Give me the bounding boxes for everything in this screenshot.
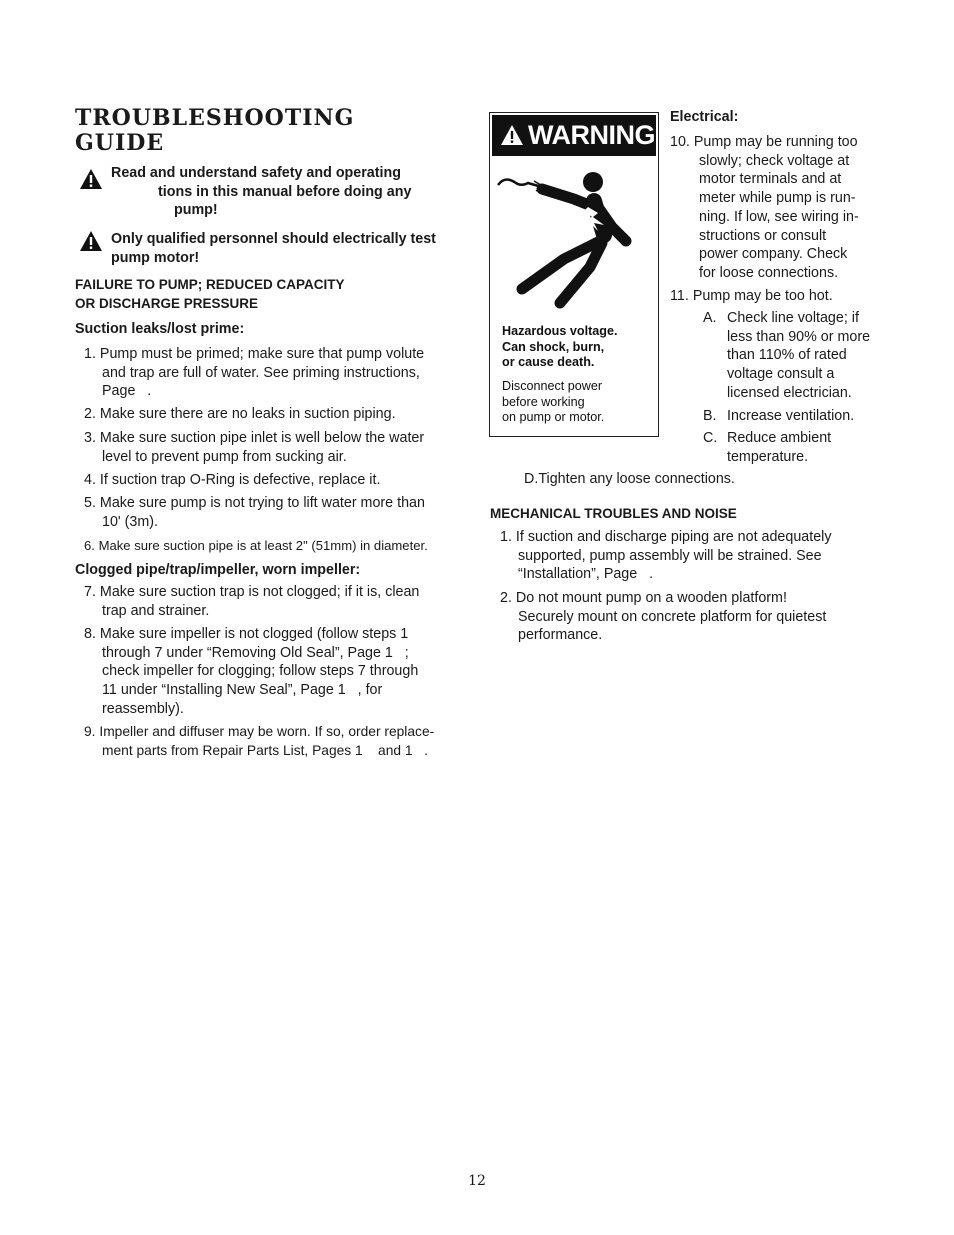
notice-qualified-line-1: Only qualified personnel should electrically test bbox=[111, 231, 436, 247]
item-text: Make sure pump is not trying to lift water more than bbox=[99, 495, 425, 511]
warning-action-line: Disconnect power bbox=[502, 379, 603, 393]
item-text: Increase ventilation. bbox=[727, 408, 855, 424]
item-text: Securely mount on concrete platform for quietest bbox=[518, 608, 827, 625]
warning-triangle-icon bbox=[79, 168, 103, 190]
item-text: Make sure suction pipe is at least 2" (51mm) in diameter. bbox=[98, 538, 428, 553]
list-item bbox=[84, 723, 469, 760]
notice-safety-line-1: Read and understand safety and operating bbox=[111, 165, 401, 181]
item-text: power company. Check bbox=[699, 246, 848, 263]
sub-letter: D. bbox=[524, 471, 539, 487]
notice-safety-line-3: pump! bbox=[174, 202, 218, 219]
sub-item bbox=[703, 429, 903, 466]
warning-triangle-icon bbox=[79, 230, 103, 252]
item-text: motor terminals and at bbox=[699, 171, 842, 188]
item-number: 7. bbox=[84, 584, 96, 600]
warning-hazard-line: Hazardous voltage. bbox=[502, 324, 618, 338]
item-text: and trap are full of water. See priming instructions, bbox=[102, 364, 420, 381]
item-number: 6. bbox=[84, 538, 95, 553]
list-item bbox=[84, 537, 469, 556]
mechanical-heading: MECHANICAL TROUBLES AND NOISE bbox=[490, 506, 737, 521]
item-text: Page . bbox=[102, 383, 152, 400]
list-item bbox=[84, 345, 464, 401]
warning-action-text bbox=[502, 379, 604, 426]
notice-qualified bbox=[111, 230, 436, 267]
sub-item bbox=[703, 407, 903, 426]
item-text: Make sure suction pipe inlet is well below the water bbox=[99, 430, 425, 446]
title-line-2: GUIDE bbox=[75, 130, 165, 156]
page-number: 12 bbox=[468, 1173, 486, 1189]
item-text: supported, pump assembly will be strained. See bbox=[518, 547, 822, 564]
page-title bbox=[75, 106, 354, 156]
item-text: than 110% of rated bbox=[727, 347, 847, 364]
suction-heading: Suction leaks/lost prime: bbox=[75, 321, 245, 337]
item-text: less than 90% or more bbox=[727, 328, 871, 345]
item-number: 11. bbox=[670, 288, 689, 304]
list-item bbox=[670, 287, 910, 306]
sub-letter: B. bbox=[703, 408, 717, 424]
item-text: Make sure there are no leaks in suction piping. bbox=[99, 406, 396, 422]
item-text: If suction and discharge piping are not adequately bbox=[515, 529, 832, 545]
item-text: check impeller for clogging; follow steps 7 through bbox=[102, 663, 419, 680]
item-text: trap and strainer. bbox=[102, 602, 210, 619]
list-item bbox=[84, 429, 464, 466]
item-text: level to prevent pump from sucking air. bbox=[102, 448, 347, 465]
item-text: “Installation”, Page . bbox=[518, 566, 654, 583]
item-text: Pump may be running too bbox=[693, 134, 858, 150]
warning-hazard-line: or cause death. bbox=[502, 355, 595, 370]
item-text: Do not mount pump on a wooden platform! bbox=[515, 590, 787, 606]
item-number: 9. bbox=[84, 724, 96, 739]
section-heading-line-2: OR DISCHARGE PRESSURE bbox=[75, 295, 259, 311]
section-heading-line-1: FAILURE TO PUMP; REDUCED CAPACITY bbox=[75, 277, 345, 292]
warning-action-line: before working bbox=[502, 394, 585, 409]
item-number: 1. bbox=[500, 529, 512, 545]
item-number: 10. bbox=[670, 134, 690, 150]
item-text: meter while pump is run- bbox=[699, 190, 856, 207]
notice-qualified-line-2: pump motor! bbox=[111, 249, 200, 266]
item-number: 2. bbox=[500, 590, 512, 606]
item-text: for loose connections. bbox=[699, 264, 839, 281]
item-number: 3. bbox=[84, 430, 96, 446]
list-item bbox=[84, 625, 464, 719]
item-number: 2. bbox=[84, 406, 96, 422]
warning-label bbox=[489, 112, 659, 437]
warning-hazard-line: Can shock, burn, bbox=[502, 339, 605, 354]
item-text: 10' (3m). bbox=[102, 513, 158, 530]
item-text: Make sure impeller is not clogged (follow steps 1 bbox=[99, 626, 409, 642]
item-text: Reduce ambient bbox=[727, 430, 832, 446]
list-item bbox=[84, 494, 464, 531]
item-number: 1. bbox=[84, 346, 96, 362]
item-text: 11 under “Installing New Seal”, Page 1 , for bbox=[102, 682, 383, 699]
item-text: temperature. bbox=[727, 448, 809, 465]
item-text: Tighten any loose connections. bbox=[538, 471, 735, 487]
list-item bbox=[84, 405, 464, 424]
notice-safety bbox=[111, 164, 411, 220]
item-text: ning. If low, see wiring in- bbox=[699, 208, 859, 225]
electric-shock-icon bbox=[494, 167, 654, 317]
list-item bbox=[84, 471, 464, 490]
notice-safety-line-2: tions in this manual before doing any bbox=[158, 183, 412, 200]
warning-triangle-icon bbox=[500, 124, 524, 146]
warning-action-line: on pump or motor. bbox=[502, 410, 605, 425]
electrical-heading: Electrical: bbox=[670, 109, 739, 125]
item-text: Impeller and diffuser may be worn. If so, order replace- bbox=[99, 724, 435, 739]
item-text: Check line voltage; if bbox=[727, 310, 859, 326]
item-text: If suction trap O-Ring is defective, replace it. bbox=[99, 472, 381, 488]
title-line-1: TROUBLESHOOTING bbox=[75, 105, 355, 131]
item-text: slowly; check voltage at bbox=[699, 152, 850, 169]
section-heading-failure bbox=[75, 276, 345, 313]
item-number: 4. bbox=[84, 472, 96, 488]
list-item bbox=[500, 589, 890, 645]
list-item bbox=[84, 583, 464, 620]
item-text: through 7 under “Removing Old Seal”, Page 1 ; bbox=[102, 644, 409, 661]
item-text: structions or consult bbox=[699, 227, 827, 244]
warning-hazard-text bbox=[502, 324, 617, 371]
item-text: voltage consult a bbox=[727, 366, 835, 383]
item-text: ment parts from Repair Parts List, Pages 1 and 1 . bbox=[102, 742, 428, 758]
item-text: Pump must be primed; make sure that pump volute bbox=[99, 346, 425, 362]
warning-header-label: WARNING bbox=[528, 120, 655, 150]
sub-letter: C. bbox=[703, 430, 718, 446]
item-text: licensed electrician. bbox=[727, 384, 852, 401]
sub-item bbox=[703, 309, 903, 403]
list-item bbox=[500, 528, 890, 584]
item-text: performance. bbox=[518, 627, 603, 644]
warning-header bbox=[492, 115, 656, 156]
item-text: Pump may be too hot. bbox=[692, 288, 833, 304]
sub-item bbox=[524, 470, 824, 489]
sub-letter: A. bbox=[703, 310, 717, 326]
clogged-heading: Clogged pipe/trap/impeller, worn impeller: bbox=[75, 562, 361, 578]
item-number: 8. bbox=[84, 626, 96, 642]
item-number: 5. bbox=[84, 495, 96, 511]
item-text: reassembly). bbox=[102, 700, 184, 717]
item-text: Make sure suction trap is not clogged; if it is, clean bbox=[99, 584, 420, 600]
list-item bbox=[670, 133, 910, 283]
